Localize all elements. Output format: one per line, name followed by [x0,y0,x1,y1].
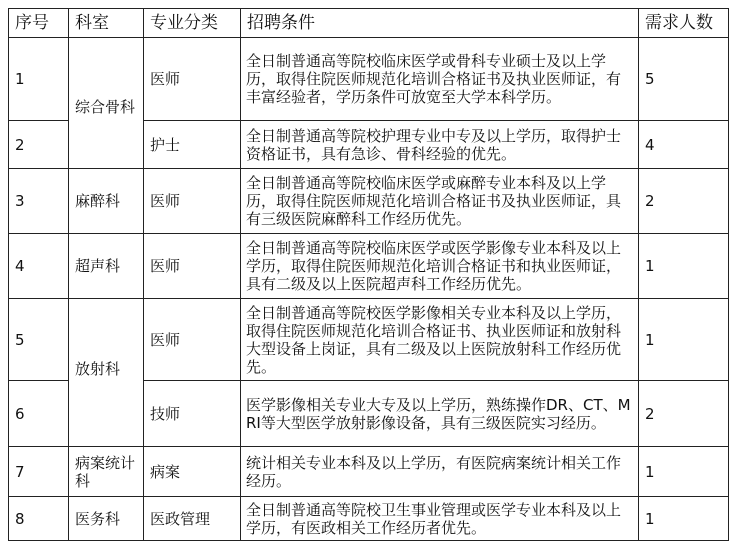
row-category: 医师 [144,169,241,234]
row-conditions: 全日制普通高等院校临床医学或麻醉专业本科及以上学历，取得住院医师规范化培训合格证书及执业医师证，具有三级医院麻醉科工作经历优先。 [241,169,639,234]
table-row [9,497,729,541]
row-dept: 综合骨科 [69,38,144,169]
row-no: 4 [9,234,69,299]
row-no: 8 [9,497,69,541]
table-row [9,447,729,497]
header-dept: 科室 [69,9,144,38]
row-dept: 麻醉科 [69,169,144,234]
row-no: 3 [9,169,69,234]
row-count: 1 [639,447,729,497]
row-conditions: 全日制普通高等院校临床医学或骨科专业硕士及以上学历，取得住院医师规范化培训合格证书及执业医师证，有丰富经验者，学历条件可放宽至大学本科学历。 [241,38,639,121]
row-no: 7 [9,447,69,497]
row-count: 1 [639,299,729,381]
row-category: 医政管理 [144,497,241,541]
row-conditions: 全日制普通高等院校护理专业中专及以上学历，取得护士资格证书，具有急诊、骨科经验的优先。 [241,121,639,169]
row-dept: 放射科 [69,299,144,447]
row-category: 病案 [144,447,241,497]
row-category: 医师 [144,299,241,381]
row-conditions: 全日制普通高等院校卫生事业管理或医学专业本科及以上学历，有医政相关工作经历者优先。 [241,497,639,541]
header-conditions: 招聘条件 [241,9,639,38]
recruitment-table [8,8,729,541]
header-category: 专业分类 [144,9,241,38]
table-row [9,38,729,121]
row-conditions: 全日制普通高等院校医学影像相关专业本科及以上学历，取得住院医师规范化培训合格证书、执业医师证和放射科大型设备上岗证，具有二级及以上医院放射科工作经历优先。 [241,299,639,381]
row-conditions: 医学影像相关专业大专及以上学历，熟练操作DR、CT、MRI等大型医学放射影像设备，具有三级医院实习经历。 [241,381,639,447]
row-no: 5 [9,299,69,381]
row-count: 2 [639,169,729,234]
table-row [9,234,729,299]
row-count: 5 [639,38,729,121]
row-count: 2 [639,381,729,447]
row-no: 6 [9,381,69,447]
row-category: 医师 [144,234,241,299]
row-dept: 超声科 [69,234,144,299]
row-no: 1 [9,38,69,121]
row-dept: 医务科 [69,497,144,541]
row-no: 2 [9,121,69,169]
row-dept: 病案统计科 [69,447,144,497]
row-category: 护士 [144,121,241,169]
row-category: 医师 [144,38,241,121]
row-conditions: 统计相关专业本科及以上学历，有医院病案统计相关工作经历。 [241,447,639,497]
row-count: 4 [639,121,729,169]
row-count: 1 [639,234,729,299]
table-row [9,169,729,234]
header-row [9,9,729,38]
row-count: 1 [639,497,729,541]
header-count: 需求人数 [639,9,729,38]
row-category: 技师 [144,381,241,447]
header-no: 序号 [9,9,69,38]
table-row [9,299,729,381]
row-conditions: 全日制普通高等院校临床医学或医学影像专业本科及以上学历，取得住院医师规范化培训合格证书和执业医师证，具有二级及以上医院超声科工作经历优先。 [241,234,639,299]
